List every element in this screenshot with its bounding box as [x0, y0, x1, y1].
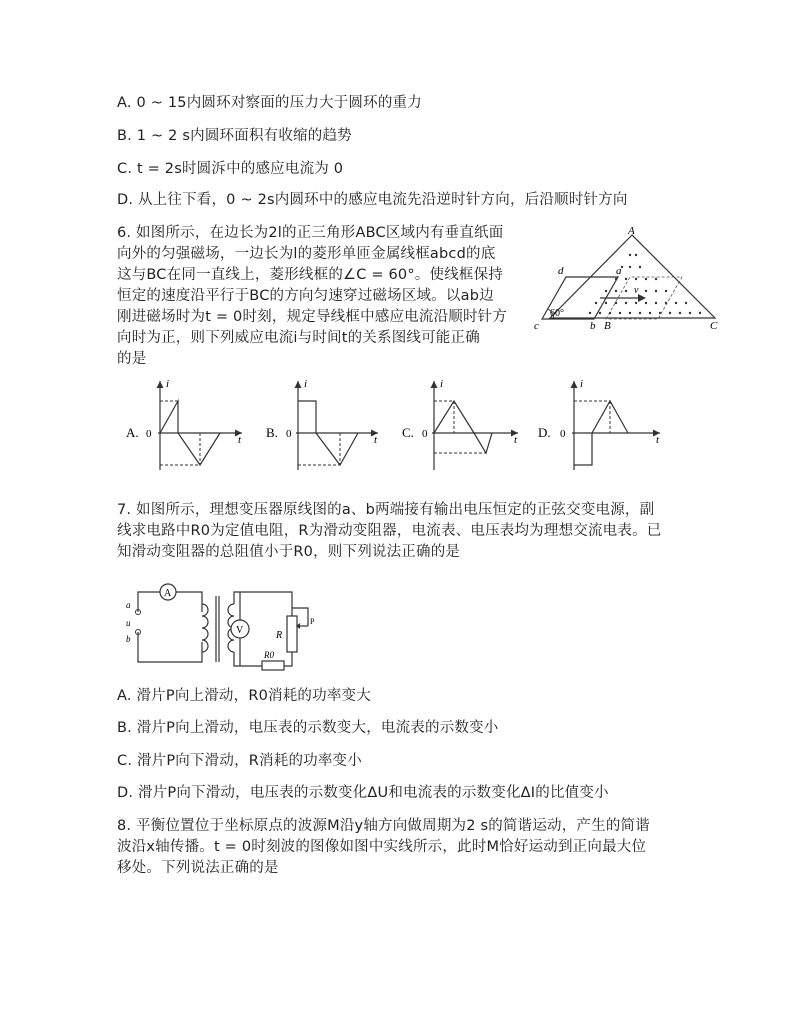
q5-option-b: B. 1 ~ 2 s内圆环面积有收缩的趋势: [117, 128, 352, 144]
q7-line-2: 线求电路中R0为定值电阻，R为滑动变阻器，电流表、电压表均为理想交流电表。已: [117, 523, 662, 539]
svg-text:C.: C.: [402, 425, 414, 440]
svg-text:i: i: [580, 378, 584, 390]
vertex-a-lower: a: [616, 265, 622, 277]
svg-text:b: b: [126, 634, 131, 644]
svg-text:P: P: [310, 617, 315, 626]
svg-text:R0: R0: [264, 650, 274, 660]
svg-text:V: V: [236, 625, 244, 636]
q7-option-c: C. 滑片P向下滑动，R消耗的功率变小: [117, 753, 362, 769]
svg-text:R: R: [276, 630, 283, 641]
velocity-label: v: [634, 285, 639, 296]
graph-a: [126, 378, 242, 470]
svg-text:t: t: [656, 434, 660, 446]
graph-d: [538, 378, 660, 470]
svg-text:i: i: [166, 378, 170, 390]
q7-option-a: A. 滑片P向上滑动，R0消耗的功率变大: [117, 688, 371, 704]
resistor-r0-icon: [262, 661, 284, 670]
magnetic-field-dots: [589, 254, 701, 314]
q5-option-d: D. 从上往下看，0 ~ 2s内圆环中的感应电流先沿逆时针方向，后沿顺时针方向: [117, 192, 628, 208]
svg-text:A: A: [164, 588, 172, 599]
rheostat-icon: [287, 616, 297, 652]
q7-option-b: B. 滑片P向上滑动，电压表的示数变大，电流表的示数变小: [117, 720, 499, 736]
q8-line-2: 波沿x轴传播。t = 0时刻波的图像如图中实线所示，此时M恰好运动到正向最大位: [117, 839, 647, 855]
graph-b: [266, 378, 378, 470]
q7-option-d: D. 滑片P向下滑动，电压表的示数变化ΔU和电流表的示数变化ΔI的比值变小: [117, 785, 609, 801]
vertex-a-upper: A: [628, 225, 635, 237]
svg-text:0: 0: [560, 428, 566, 440]
svg-text:t: t: [514, 434, 518, 446]
svg-text:i: i: [440, 378, 444, 390]
q8-line-3: 移处。下列说法正确的是: [117, 860, 279, 876]
q7-line-1: 7. 如图所示，理想变压器原线图的a、b两端接有输出电压恒定的正弦交变电源，副: [117, 502, 655, 518]
vertex-c-upper: C: [710, 320, 718, 332]
svg-text:B.: B.: [266, 425, 278, 440]
vertex-d-lower: d: [558, 265, 564, 277]
svg-text:a: a: [126, 600, 131, 610]
velocity-arrow-icon: [638, 294, 646, 302]
svg-text:A.: A.: [126, 425, 139, 440]
q7-line-3: 知滑动变阻器的总阻值小于R0，则下列说法正确的是: [117, 544, 461, 560]
q6-line-2: 向外的匀强磁场，一边长为l的菱形单匝金属线框abcd的底: [117, 246, 496, 262]
q6-line-3: 这与BC在同一直线上，菱形线框的∠C = 60°。使线框保持: [117, 267, 504, 283]
svg-text:i: i: [304, 378, 308, 390]
svg-text:t: t: [238, 434, 242, 446]
svg-text:0: 0: [286, 428, 292, 440]
vertex-b-lower: b: [590, 320, 596, 332]
svg-text:0: 0: [422, 428, 428, 440]
q7-circuit: [118, 582, 328, 674]
q6-line-1: 6. 如图所示，在边长为2l的正三角形ABC区域内有垂直纸面: [117, 225, 504, 241]
vertex-c-lower: c: [534, 320, 539, 332]
q6-line-6: 向时为正，则下列威应电流i与时间t的关系图线可能正确: [117, 330, 480, 346]
q6-line-4: 恒定的速度沿平行于BC的方向匀速穿过磁场区域。以ab边: [117, 288, 494, 304]
primary-coil-icon: [202, 604, 208, 652]
svg-text:D.: D.: [538, 425, 551, 440]
angle-label: 60°: [550, 308, 564, 319]
svg-text:u: u: [126, 618, 131, 628]
vertex-b-upper: B: [604, 320, 611, 332]
svg-text:t: t: [374, 434, 378, 446]
svg-text:0: 0: [146, 428, 152, 440]
q6-line-7: 的是: [117, 351, 147, 367]
q6-answer-graphs: [120, 375, 670, 475]
q5-option-a: A. 0 ~ 15内圆环对察面的压力大于圆环的重力: [117, 95, 422, 111]
q6-line-5: 刚进磁场时为t = 0时刻，规定导线框中感应电流沿顺时针方: [117, 309, 508, 325]
q6-figure: [530, 225, 730, 335]
q8-line-1: 8. 平衡位置位于坐标原点的波源M沿y轴方向做周期为2 s的简谐运动，产生的简谐: [117, 818, 650, 834]
q5-option-c: C. t = 2s时圆泝中的感应电流为 0: [117, 161, 344, 177]
graph-c: [402, 378, 518, 470]
